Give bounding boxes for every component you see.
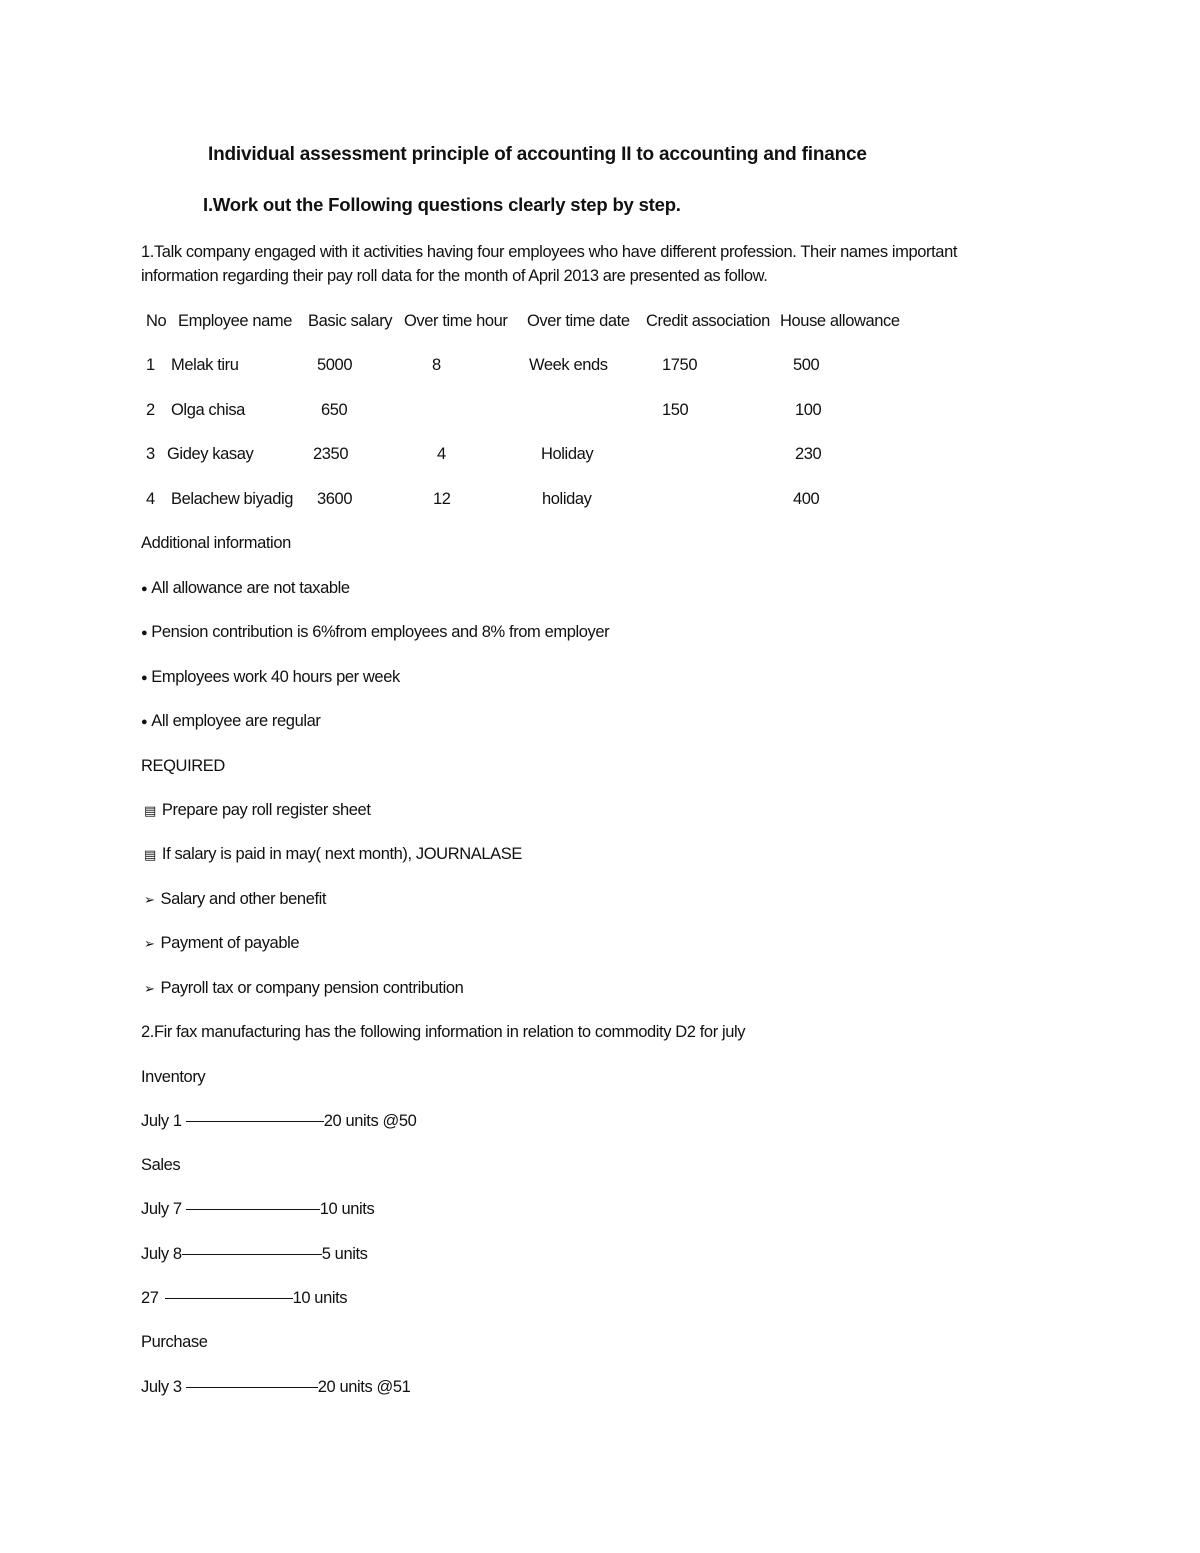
entry-value: 5 units xyxy=(321,1245,368,1263)
arrow-glyph-icon: ➢ xyxy=(144,892,155,907)
entry-value: 20 units @51 xyxy=(317,1378,411,1396)
question-2-text: 2.Fir fax manufacturing has the following information in relation to commodity D2 for july xyxy=(141,1023,746,1041)
table-cell-basic-salary: 5000 xyxy=(317,356,353,374)
table-cell-house-allowance: 500 xyxy=(793,356,820,374)
section-heading: I.Work out the Following questions clearly step by step. xyxy=(203,194,681,215)
required-heading: REQUIRED xyxy=(141,757,225,775)
required-item xyxy=(144,844,522,865)
table-header-house-allowance: House allowance xyxy=(780,312,900,330)
sub-item xyxy=(144,933,299,954)
checkbox-glyph-icon: ▤ xyxy=(144,847,156,862)
sub-item-text: Payroll tax or company pension contribution xyxy=(160,979,464,997)
arrow-glyph-icon: ➢ xyxy=(144,981,155,996)
sales-entry xyxy=(141,1288,347,1308)
bullet-text: All allowance are not taxable xyxy=(151,579,350,597)
required-item xyxy=(144,800,371,821)
required-item-text: Prepare pay roll register sheet xyxy=(161,801,371,819)
table-cell-overtime-hour: 4 xyxy=(437,445,446,463)
purchase-entry xyxy=(141,1377,410,1397)
sales-heading: Sales xyxy=(141,1156,181,1174)
sales-entry xyxy=(141,1244,368,1264)
table-cell-no: 2 xyxy=(146,401,155,419)
bullet-text: Pension contribution is 6%from employees and 8% from employer xyxy=(151,623,610,641)
entry-value: 20 units @50 xyxy=(323,1112,417,1130)
entry-date: 27 xyxy=(141,1289,159,1307)
sub-item xyxy=(144,889,326,910)
bullet-item xyxy=(141,667,400,689)
sub-item-text: Payment of payable xyxy=(160,934,300,952)
entry-date: July 1 xyxy=(141,1112,182,1130)
leader-line xyxy=(182,1254,322,1255)
arrow-glyph-icon: ➢ xyxy=(144,936,155,951)
bullet-item xyxy=(141,711,321,733)
bullet-text: All employee are regular xyxy=(151,712,321,730)
inventory-entry xyxy=(141,1111,416,1131)
table-cell-overtime-hour: 12 xyxy=(433,490,451,508)
table-cell-basic-salary: 650 xyxy=(321,401,348,419)
table-cell-credit-association: 1750 xyxy=(662,356,698,374)
bullet-item xyxy=(141,578,350,600)
table-cell-employee-name: Gidey kasay xyxy=(167,445,254,463)
leader-line xyxy=(186,1121,324,1122)
question-1-text-line-1: 1.Talk company engaged with it activities having four employees who have different profession. Their names important xyxy=(141,243,958,261)
entry-value: 10 units xyxy=(292,1289,348,1307)
sub-item-text: Salary and other benefit xyxy=(160,890,327,908)
checkbox-glyph-icon: ▤ xyxy=(144,803,156,818)
table-cell-credit-association: 150 xyxy=(662,401,689,419)
required-item-text: If salary is paid in may( next month), JOURNALASE xyxy=(161,845,522,863)
table-cell-house-allowance: 230 xyxy=(795,445,822,463)
sub-item xyxy=(144,978,463,999)
page-title: Individual assessment principle of accounting II to accounting and finance xyxy=(208,144,867,165)
bullet-item xyxy=(141,622,609,644)
table-cell-employee-name: Olga chisa xyxy=(171,401,245,419)
leader-line xyxy=(165,1298,293,1299)
inventory-heading: Inventory xyxy=(141,1068,206,1086)
table-header-overtime-hour: Over time hour xyxy=(404,312,508,330)
table-cell-overtime-hour: 8 xyxy=(432,356,441,374)
table-header-no: No xyxy=(146,312,167,330)
question-1-text-line-2: information regarding their pay roll data for the month of April 2013 are presented as follow. xyxy=(141,267,768,285)
entry-value: 10 units xyxy=(319,1200,375,1218)
table-header-credit-association: Credit association xyxy=(646,312,770,330)
table-cell-overtime-date: holiday xyxy=(542,490,592,508)
table-cell-overtime-date: Holiday xyxy=(541,445,594,463)
table-cell-no: 4 xyxy=(146,490,155,508)
table-header-basic-salary: Basic salary xyxy=(308,312,393,330)
table-header-overtime-date: Over time date xyxy=(527,312,630,330)
table-cell-basic-salary: 3600 xyxy=(317,490,353,508)
table-cell-no: 3 xyxy=(146,445,155,463)
table-cell-basic-salary: 2350 xyxy=(313,445,349,463)
entry-date: July 8 xyxy=(141,1245,182,1263)
bullet-text: Employees work 40 hours per week xyxy=(151,668,400,686)
table-cell-employee-name: Belachew biyadig xyxy=(171,490,294,508)
sales-entry xyxy=(141,1199,374,1219)
table-cell-house-allowance: 100 xyxy=(795,401,822,419)
entry-date: July 7 xyxy=(141,1200,182,1218)
entry-date: July 3 xyxy=(141,1378,182,1396)
table-cell-employee-name: Melak tiru xyxy=(171,356,239,374)
table-cell-house-allowance: 400 xyxy=(793,490,820,508)
additional-info-heading: Additional information xyxy=(141,534,291,552)
table-header-employee-name: Employee name xyxy=(178,312,293,330)
purchase-heading: Purchase xyxy=(141,1333,208,1351)
table-cell-no: 1 xyxy=(146,356,155,374)
leader-line xyxy=(186,1209,320,1210)
leader-line xyxy=(186,1387,318,1388)
table-cell-overtime-date: Week ends xyxy=(529,356,608,374)
